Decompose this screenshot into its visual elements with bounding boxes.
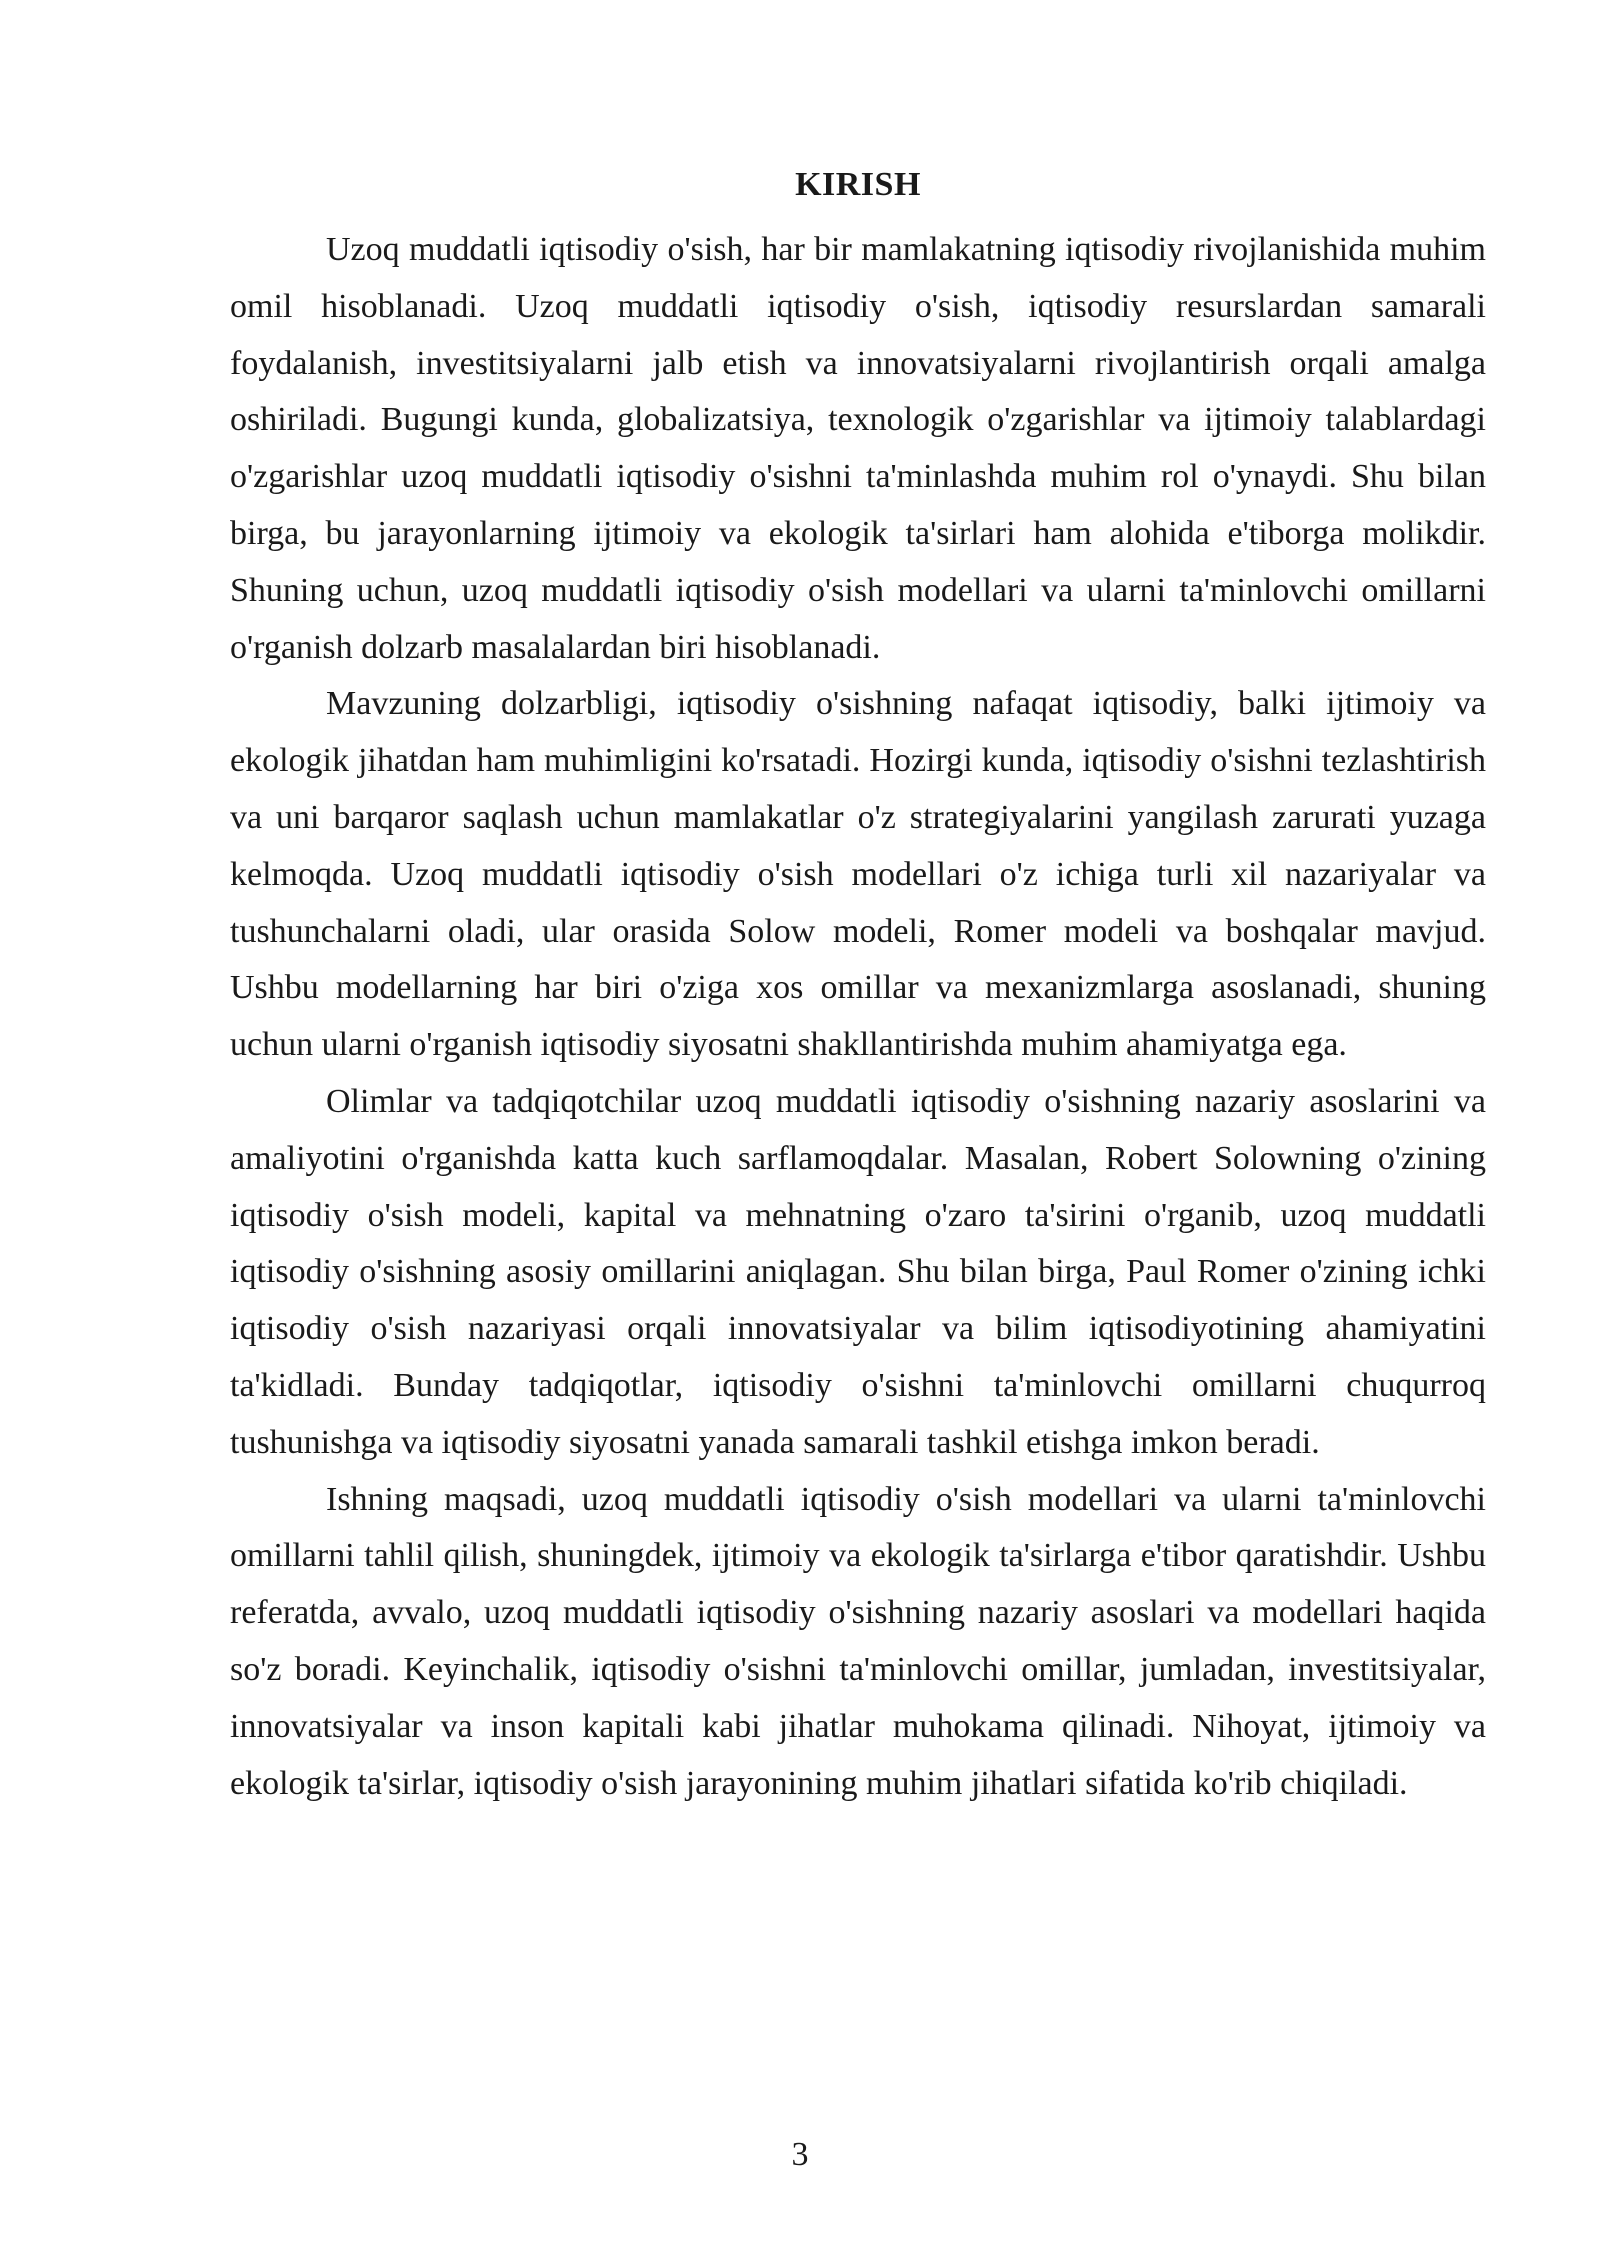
paragraph-goal: Ishning maqsadi, uzoq muddatli iqtisodiy o'sish modellari va ularni ta'minlovchi omillarni tahlil qilish, shuningdek, ijtimoiy va ekologik ta'sirlarga e'tibor qaratishdir. Ushbu referatda, avvalo, uzoq muddatli iqtisodiy o'sishning nazariy asoslari va modellari haqida so'z boradi. Keyinchalik, iqtisodiy o'sishni ta'minlovchi omillar, jumladan, investitsiyalar, innovatsiyalar va inson kapitali kabi jihatlar muhokama qilinadi. Nihoyat, ijtimoiy va ekologik ta'sirlar, iqtisodiy o'sish jarayonining muhim jihatlari sifatida ko'rib chiqiladi. <box>230 1480 1486 1802</box>
paragraph-intro: Uzoq muddatli iqtisodiy o'sish, har bir mamlakatning iqtisodiy rivojlanishida muhim omil hisoblanadi. Uzoq muddatli iqtisodiy o'sish, iqtisodiy resurslardan samarali foydalanish, investitsiyalarni jalb etish va innovatsiyalarni rivojlantirish orqali amalga oshiriladi. Bugungi kunda, globalizatsiya, texnologik o'zgarishlar va ijtimoiy talablardagi o'zgarishlar uzoq muddatli iqtisodiy o'sishni ta'minlashda muhim rol o'ynaydi. Shu bilan birga, bu jarayonlarning ijtimoiy va ekologik ta'sirlari ham alohida e'tiborga molikdir. Shuning uchun, uzoq muddatli iqtisodiy o'sish modellari va ularni ta'minlovchi omillarni o'rganish dolzarb masalalardan biri hisoblanadi. <box>230 231 1486 666</box>
page-title: KIRISH <box>795 166 921 203</box>
paragraph-research: Olimlar va tadqiqotchilar uzoq muddatli iqtisodiy o'sishning nazariy asoslarini va amaliyotini o'rganishda katta kuch sarflamoqdalar. Masalan, Robert Solowning o'zining iqtisodiy o'sish modeli, kapital va mehnatning o'zaro ta'sirini o'rganib, uzoq muddatli iqtisodiy o'sishning asosiy omillarini aniqlagan. Shu bilan birga, Paul Romer o'zining ichki iqtisodiy o'sish nazariyasi orqali innovatsiyalar va bilim iqtisodiyotining ahamiyatini ta'kidladi. Bunday tadqiqotlar, iqtisodiy o'sishni ta'minlovchi omillarni chuqurroq tushunishga va iqtisodiy siyosatni yanada samarali tashkil etishga imkon beradi. <box>230 1082 1486 1461</box>
page-content <box>230 160 1486 1812</box>
paragraph-relevance: Mavzuning dolzarbligi, iqtisodiy o'sishning nafaqat iqtisodiy, balki ijtimoiy va ekologik jihatdan ham muhimligini ko'rsatadi. Hozirgi kunda, iqtisodiy o'sishni tezlashtirish va uni barqaror saqlash uchun mamlakatlar o'z strategiyalarini yangilash zarurati yuzaga kelmoqda. Uzoq muddatli iqtisodiy o'sish modellari o'z ichiga turli xil nazariyalar va tushunchalarni oladi, ular orasida Solow modeli, Romer modeli va boshqalar mavjud. Ushbu modellarning har biri o'ziga xos omillar va mexanizmlarga asoslanadi, shuning uchun ularni o'rganish iqtisodiy siyosatni shakllantirishda muhim ahamiyatga ega. <box>230 685 1486 1064</box>
page-number: 3 <box>791 2136 809 2173</box>
